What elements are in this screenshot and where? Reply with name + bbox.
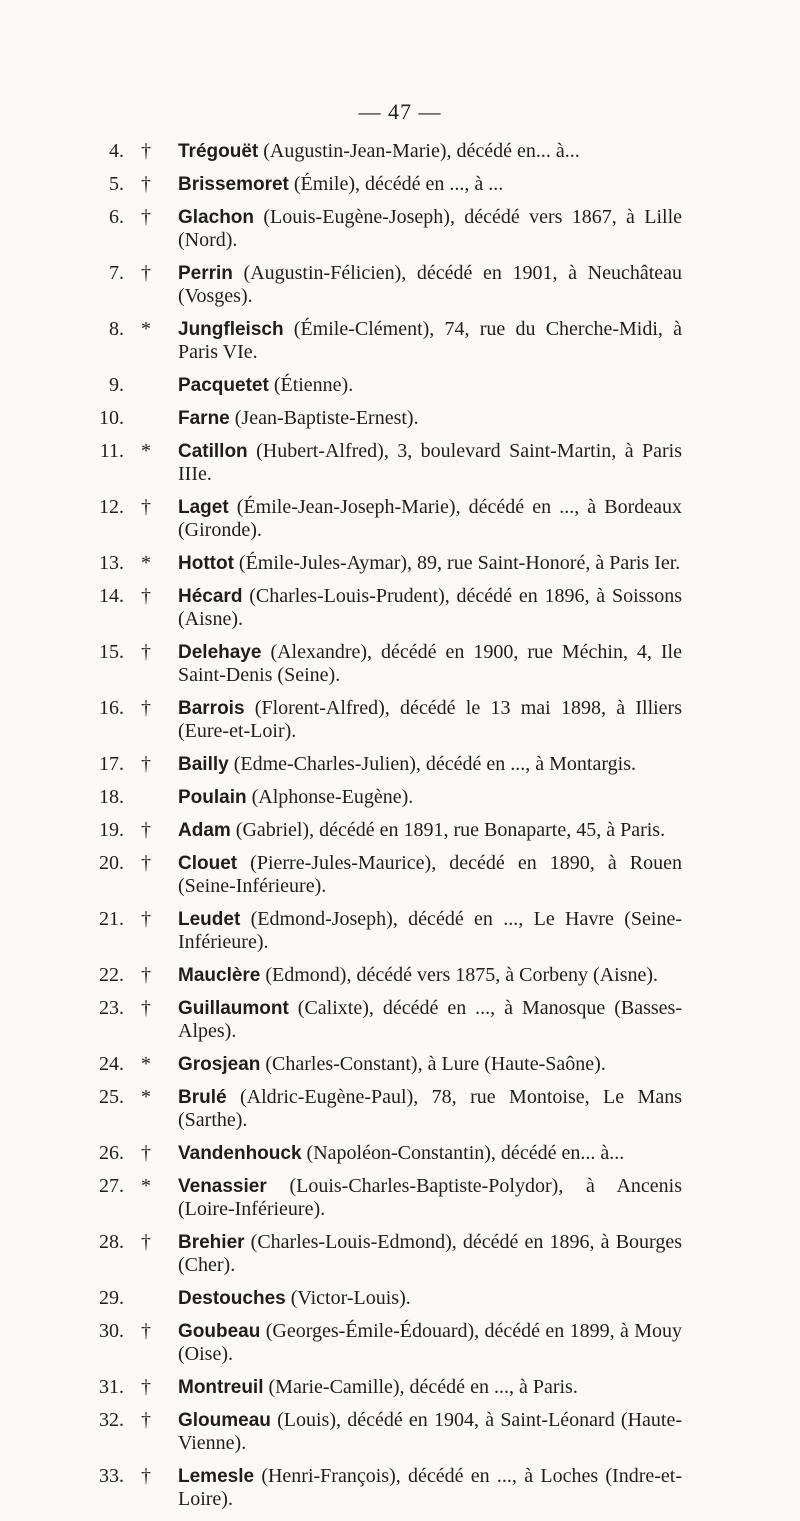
list-item [92,496,682,542]
list-item [92,1231,682,1277]
entry-name: Destouches [178,1288,286,1309]
entry-details: (Louis-Eugène-Joseph), décédé vers 1867, à Lille (Nord). [178,206,682,251]
entry-marker: † [141,852,151,874]
entry-number: 12. [99,496,124,518]
entry-name: Farne [178,408,230,429]
entry-details: (Jean-Baptiste-Ernest). [234,407,419,429]
list-item [92,440,682,486]
entry-number: 15. [99,641,124,663]
list-item [92,819,682,842]
entry-name: Montreuil [178,1377,264,1398]
entry-number: 27. [99,1175,124,1197]
entry-marker: * [141,440,151,462]
entry-name: Mauclère [178,965,261,986]
entry-details: (Charles-Louis-Prudent), décédé en 1896, à Soissons (Aisne). [178,585,682,630]
list-item [92,552,682,575]
entry-name: Delehaye [178,642,262,663]
entry-number: 13. [99,552,124,574]
entry-marker: * [141,1175,151,1197]
entry-number: 17. [99,753,124,775]
entry-marker: † [141,585,151,607]
entry-name: Venassier [178,1176,267,1197]
list-item [92,140,682,163]
entry-details: (Alphonse-Eugène). [251,786,414,808]
entry-marker: † [141,753,151,775]
entry-number: 8. [109,318,124,340]
entry-marker: † [141,1465,151,1487]
entry-number: 31. [99,1376,124,1398]
entry-name: Hottot [178,553,234,574]
list-item [92,1053,682,1076]
entry-details: (Victor-Louis). [290,1287,411,1309]
entry-name: Brehier [178,1232,245,1253]
entry-number: 25. [99,1086,124,1108]
entry-number: 10. [99,407,124,429]
list-item [92,1465,682,1511]
list-item [92,852,682,898]
entry-name: Glachon [178,207,255,228]
entry-number: 28. [99,1231,124,1253]
list-item [92,1376,682,1399]
entry-marker: † [141,908,151,930]
list-item [92,964,682,987]
list-item [92,908,682,954]
list-item [92,753,682,776]
entry-name: Adam [178,820,231,841]
entry-details: (Étienne). [273,374,354,396]
list-item [92,697,682,743]
entry-name: Catillon [178,441,248,462]
entry-marker: † [141,1142,151,1164]
entry-name: Trégouët [178,141,259,162]
entry-details: (Edmond), décédé vers 1875, à Corbeny (Aisne). [265,964,659,986]
entry-details: (Georges-Émile-Édouard), décédé en 1899, à Mouy (Oise). [178,1320,683,1365]
entry-number: 26. [99,1142,124,1164]
list-item [92,407,682,430]
entry-marker: † [141,140,151,162]
entry-marker: † [141,964,151,986]
entry-number: 30. [99,1320,124,1342]
entry-name: Hécard [178,586,243,607]
entry-marker: † [141,819,151,841]
list-item [92,318,682,364]
entry-name: Clouet [178,853,238,874]
entry-marker: * [141,318,151,340]
entry-details: (Louis-Charles-Baptiste-Polydor), à Ancenis (Loire-Inférieure). [178,1175,682,1220]
entry-number: 32. [99,1409,124,1431]
entry-marker: * [141,1053,151,1075]
entry-number: 6. [109,206,124,228]
entry-name: Vandenhouck [178,1143,302,1164]
entry-details: (Hubert-Alfred), 3, boulevard Saint-Martin, à Paris IIIe. [178,440,683,485]
entry-marker: † [141,1376,151,1398]
entry-details: (Louis), décédé en 1904, à Saint-Léonard (Haute-Vienne). [178,1409,683,1454]
entry-details: (Edmond-Joseph), décédé en ..., Le Havre (Seine-Inférieure). [178,908,683,953]
entry-name: Brissemoret [178,174,289,195]
entry-number: 5. [109,173,124,195]
list-item [92,1409,682,1455]
entry-details: (Aldric-Eugène-Paul), 78, rue Montoise, Le Mans (Sarthe). [178,1086,682,1131]
list-item [92,641,682,687]
list-item [92,786,682,809]
entry-details: (Gabriel), décédé en 1891, rue Bonaparte, 45, à Paris. [235,819,666,841]
entry-marker: † [141,1231,151,1253]
entry-marker: † [141,496,151,518]
list-item [92,1175,682,1221]
entry-name: Barrois [178,698,245,719]
entry-number: 9. [109,374,124,396]
entry-details: (Émile-Jean-Joseph-Marie), décédé en ..., à Bordeaux (Gironde). [178,496,682,541]
entry-name: Guillaumont [178,998,289,1019]
entry-number: 21. [99,908,124,930]
entry-details: (Edme-Charles-Julien), décédé en ..., à Montargis. [233,753,636,775]
entry-marker: † [141,997,151,1019]
entry-details: (Henri-François), décédé en ..., à Loches (Indre-et-Loire). [178,1465,682,1510]
member-list [92,140,682,1521]
entry-name: Poulain [178,787,247,808]
entry-number: 33. [99,1465,124,1487]
list-item [92,374,682,397]
entry-number: 24. [99,1053,124,1075]
entry-details: (Alexandre), décédé en 1900, rue Méchin, 4, Ile Saint-Denis (Seine). [178,641,682,686]
entry-details: (Augustin-Félicien), décédé en 1901, à Neuchâteau (Vosges). [178,262,683,307]
list-item [92,1320,682,1366]
entry-details: (Marie-Camille), décédé en ..., à Paris. [268,1376,578,1398]
entry-name: Goubeau [178,1321,261,1342]
entry-marker: † [141,262,151,284]
list-item [92,1287,682,1310]
entry-number: 4. [109,140,124,162]
entry-number: 22. [99,964,124,986]
entry-name: Jungfleisch [178,319,284,340]
entry-name: Brulé [178,1087,227,1108]
list-item [92,262,682,308]
entry-marker: * [141,552,151,574]
entry-name: Perrin [178,263,233,284]
entry-name: Grosjean [178,1054,261,1075]
entry-details: (Napoléon-Constantin), décédé en... à... [306,1142,625,1164]
entry-number: 11. [99,440,124,462]
entry-details: (Émile-Clément), 74, rue du Cherche-Midi, à Paris VIe. [178,318,682,363]
entry-number: 29. [99,1287,124,1309]
entry-name: Gloumeau [178,1410,271,1431]
entry-details: (Pierre-Jules-Maurice), decédé en 1890, à Rouen (Seine-Inférieure). [178,852,682,897]
entry-number: 16. [99,697,124,719]
entry-details: (Émile-Jules-Aymar), 89, rue Saint-Honoré, à Paris Ier. [238,552,681,574]
entry-name: Leudet [178,909,241,930]
entry-name: Bailly [178,754,229,775]
list-item [92,997,682,1043]
entry-name: Laget [178,497,229,518]
entry-marker: † [141,206,151,228]
list-item [92,1142,682,1165]
entry-number: 19. [99,819,124,841]
entry-number: 7. [109,262,124,284]
entry-number: 18. [99,786,124,808]
list-item [92,585,682,631]
entry-number: 23. [99,997,124,1019]
entry-marker: † [141,641,151,663]
entry-details: (Augustin-Jean-Marie), décédé en... à... [263,140,580,162]
entry-marker: † [141,697,151,719]
entry-details: (Émile), décédé en ..., à ... [293,173,504,195]
page-number: — 47 — [358,99,442,124]
entry-name: Lemesle [178,1466,255,1487]
list-item [92,206,682,252]
entry-details: (Charles-Louis-Edmond), décédé en 1896, à Bourges (Cher). [178,1231,682,1276]
entry-marker: † [141,173,151,195]
entry-details: (Charles-Constant), à Lure (Haute-Saône). [265,1053,606,1075]
entry-details: (Calixte), décédé en ..., à Manosque (Basses-Alpes). [178,997,682,1042]
entry-marker: † [141,1320,151,1342]
entry-number: 20. [99,852,124,874]
entry-details: (Florent-Alfred), décédé le 13 mai 1898, à Illiers (Eure-et-Loir). [178,697,682,742]
list-item [92,173,682,196]
entry-marker: * [141,1086,151,1108]
entry-marker: † [141,1409,151,1431]
entry-number: 14. [99,585,124,607]
entry-name: Pacquetet [178,375,269,396]
list-item [92,1086,682,1132]
